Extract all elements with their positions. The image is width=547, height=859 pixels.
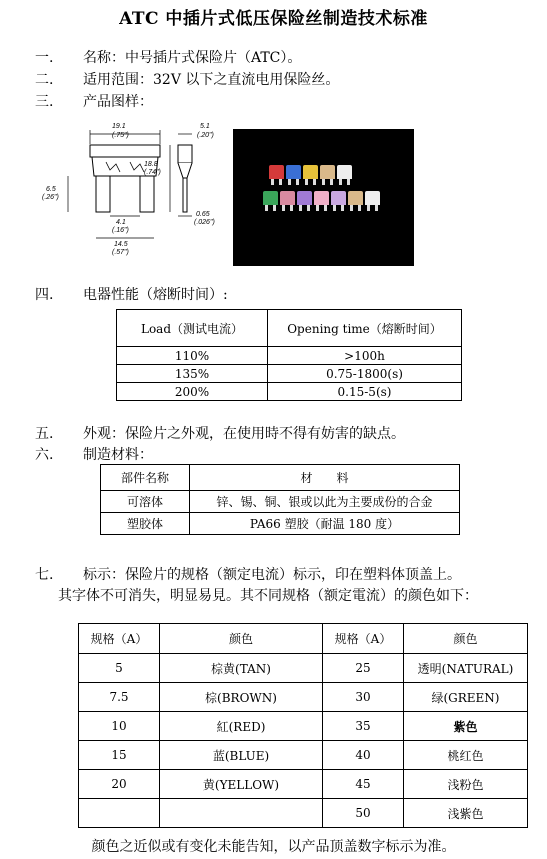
fuse-blade (347, 179, 350, 185)
dim-thick-label: 5.1 (200, 123, 210, 130)
fuse-blade (271, 179, 274, 185)
dim-total-label: 14.5 (114, 241, 128, 248)
dim-blade-inch-label: (.026") (194, 219, 215, 226)
section-number: 五. (35, 426, 54, 442)
fuse-body (303, 165, 318, 179)
dim-width-inch-label: (.75") (112, 132, 129, 139)
fuse-body (297, 191, 312, 205)
fuse-body (331, 191, 346, 205)
table-cell: 蓝(BLUE) (160, 741, 323, 770)
document-title: ATC 中插片式低压保险丝制造技术标准 (119, 9, 428, 29)
dim-total-inch-label: (.57") (112, 249, 129, 256)
dim-gap-inch-label: (.16") (112, 227, 129, 234)
dim-width-label: 19.1 (112, 123, 126, 130)
section-text: 适用范围：32V 以下之直流电用保险丝。 (83, 72, 340, 88)
dim-height-label: 18.8 (144, 161, 158, 168)
fuse-blade (367, 205, 370, 211)
fuse-blade (282, 205, 285, 211)
table-cell: 135% (117, 365, 268, 383)
fuse-blade (341, 205, 344, 211)
fuse-blade (313, 179, 316, 185)
fuse-blade (330, 179, 333, 185)
fuse-body (263, 191, 278, 205)
table-row (79, 712, 528, 741)
fuse-blade (288, 179, 291, 185)
fuse-blade (322, 179, 325, 185)
dim-side-inch-label: (.26") (42, 194, 59, 201)
section-text: 标示：保险片的规格（额定电流）标示，印在塑料体顶盖上。 (83, 567, 461, 583)
table-header-row (79, 624, 528, 654)
fuse-blade (273, 205, 276, 211)
dim-side-label: 6.5 (46, 186, 56, 193)
table-header-cell: 规格（A） (323, 624, 404, 654)
fuse-blade (339, 179, 342, 185)
table-cell: 10 (79, 712, 160, 741)
table-cell (160, 799, 323, 828)
fuse-blade (290, 205, 293, 211)
table-header-cell: 颜色 (404, 624, 528, 654)
fuse-blade (299, 205, 302, 211)
section-6 (35, 444, 153, 464)
table-cell: 可溶体 (101, 491, 190, 513)
table-cell: 35 (323, 712, 404, 741)
fuse-dimension-drawing (40, 118, 230, 268)
table-cell: 紫色 (404, 712, 528, 741)
table-row (101, 513, 460, 535)
fuse-blade (279, 179, 282, 185)
table-cell: 黄(YELLOW) (160, 770, 323, 799)
table-cell: 7.5 (79, 683, 160, 712)
section-7 (35, 564, 461, 584)
table-cell (79, 799, 160, 828)
table-header-row (101, 465, 460, 491)
table-cell: 桃红色 (404, 741, 528, 770)
section-7-continued: 其字体不可消失，明显易見。其不同规格（额定電流）的颜色如下： (58, 588, 478, 604)
table-cell: 紅(RED) (160, 712, 323, 741)
fuse-body (337, 165, 352, 179)
section-4 (35, 284, 228, 304)
table-row (79, 741, 528, 770)
fuse-blade (358, 205, 361, 211)
section-text: 制造材料： (83, 447, 153, 463)
table-row (79, 654, 528, 683)
fuse-body (365, 191, 380, 205)
table-header-cell: 部件名称 (101, 465, 190, 491)
fuse-body (314, 191, 329, 205)
table-row (101, 491, 460, 513)
fuse-blade (350, 205, 353, 211)
fuse-body (320, 165, 335, 179)
table-cell: 5 (79, 654, 160, 683)
footer-note: 颜色之近似或有变化未能告知，以产品顶盖数字标示为准。 (91, 839, 456, 855)
color-spec-table (78, 623, 528, 828)
material-table (100, 464, 460, 535)
section-number: 六. (35, 447, 54, 463)
table-header-cell: Opening time（熔断时间） (268, 310, 462, 347)
table-cell: 锌、锡、铜、银或以此为主要成份的合金 (190, 491, 460, 513)
fuse-blade (296, 179, 299, 185)
table-cell: 浅粉色 (404, 770, 528, 799)
table-cell: 棕(BROWN) (160, 683, 323, 712)
section-2 (35, 69, 339, 89)
table-cell: 50 (323, 799, 404, 828)
table-header-cell: Load（测试电流） (117, 310, 268, 347)
fuse-blade (375, 205, 378, 211)
table-row (117, 365, 462, 383)
fuse-blade (265, 205, 268, 211)
section-number: 七. (35, 567, 54, 583)
dim-gap-label: 4.1 (116, 219, 126, 226)
dim-blade-label: 0.65 (196, 211, 210, 218)
fuse-product-photo (233, 129, 414, 266)
table-header-cell: 规格（A） (79, 624, 160, 654)
fuse-body (269, 165, 284, 179)
table-row (79, 799, 528, 828)
table-cell: 透明(NATURAL) (404, 654, 528, 683)
section-1 (35, 47, 301, 67)
table-cell: 30 (323, 683, 404, 712)
table-cell: >100h (268, 347, 462, 365)
table-header-cell: 颜色 (160, 624, 323, 654)
table-row (117, 383, 462, 401)
section-text: 产品图样： (83, 94, 153, 110)
fuse-body (286, 165, 301, 179)
table-cell: 200% (117, 383, 268, 401)
table-cell: 40 (323, 741, 404, 770)
fuse-body (280, 191, 295, 205)
table-cell: 绿(GREEN) (404, 683, 528, 712)
section-3 (35, 91, 153, 111)
performance-table (116, 309, 462, 401)
section-5 (35, 423, 405, 443)
table-cell: PA66 塑胶（耐温 180 度） (190, 513, 460, 535)
fuse-blade (324, 205, 327, 211)
table-cell: 0.15-5(s) (268, 383, 462, 401)
section-number: 一. (35, 50, 54, 66)
table-cell: 110% (117, 347, 268, 365)
table-header-row (117, 310, 462, 347)
table-header-cell: 材 料 (190, 465, 460, 491)
table-cell: 25 (323, 654, 404, 683)
section-number: 三. (35, 94, 54, 110)
table-cell: 20 (79, 770, 160, 799)
section-number: 二. (35, 72, 54, 88)
section-text: 名称：中号插片式保险片（ATC）。 (83, 50, 302, 66)
dim-height-inch-label: (.74") (144, 169, 161, 176)
table-cell: 45 (323, 770, 404, 799)
table-row (79, 770, 528, 799)
table-cell: 塑胶体 (101, 513, 190, 535)
fuse-blade (305, 179, 308, 185)
table-row (117, 347, 462, 365)
dim-thick-inch-label: (.20") (197, 132, 214, 139)
fuse-body (348, 191, 363, 205)
fuse-blade (333, 205, 336, 211)
section-text: 外观：保险片之外观，在使用時不得有妨害的缺点。 (83, 426, 405, 442)
table-cell: 浅紫色 (404, 799, 528, 828)
table-row (79, 683, 528, 712)
section-number: 四. (35, 287, 54, 303)
fuse-blade (307, 205, 310, 211)
table-cell: 棕黄(TAN) (160, 654, 323, 683)
section-text: 电器性能（熔断时间）: (83, 287, 228, 303)
table-cell: 0.75-1800(s) (268, 365, 462, 383)
table-cell: 15 (79, 741, 160, 770)
fuse-blade (316, 205, 319, 211)
